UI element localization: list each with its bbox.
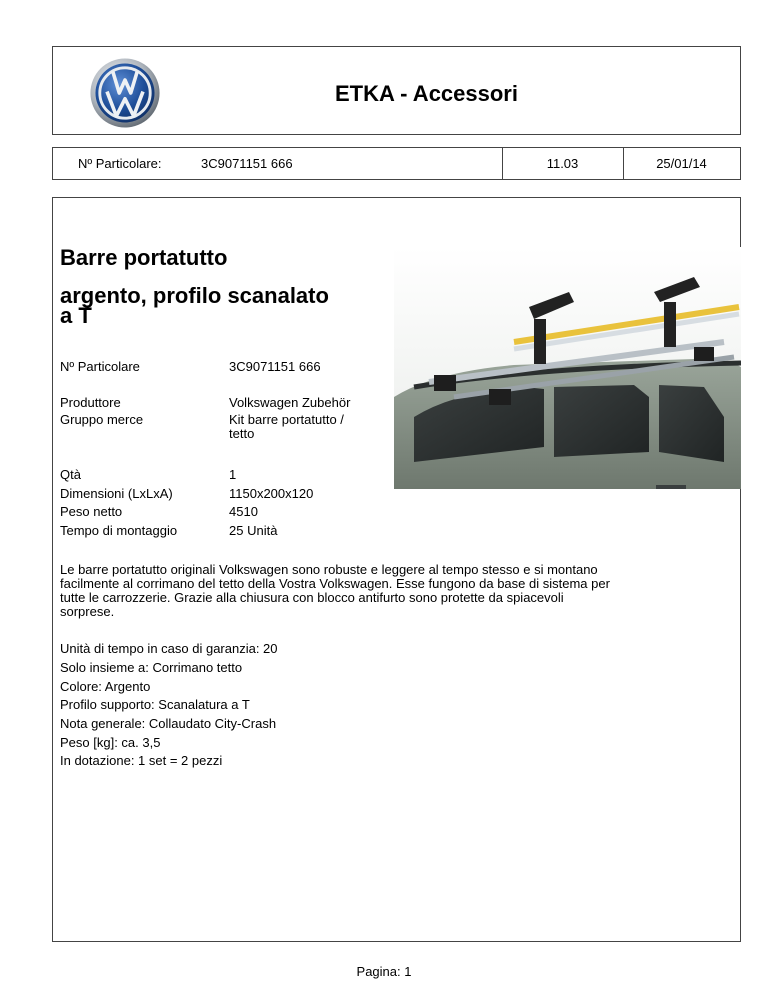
spec-value-group: Kit barre portatutto / — [229, 412, 344, 427]
product-subtitle: argento, profilo scanalato — [60, 283, 329, 308]
attribute-only-with: Solo insieme a: Corrimano tetto — [60, 660, 243, 675]
product-description — [60, 563, 730, 619]
header-box — [52, 46, 741, 135]
spec-label-assembly-time: Tempo di montaggio — [60, 523, 178, 538]
spec-label-dimensions: Dimensioni (LxLxA) — [60, 486, 173, 501]
attribute-color: Colore: Argento — [60, 679, 151, 694]
spec-value-dimensions: 1150x200x120 — [229, 486, 314, 501]
description-line: sorprese. — [60, 604, 115, 619]
catalog-code: 11.03 — [546, 156, 579, 171]
attribute-warranty-time: Unità di tempo in caso di garanzia: 20 — [60, 641, 278, 656]
product-title: Barre portatutto — [60, 245, 228, 270]
part-number-value: 3C9071151 666 — [201, 156, 293, 171]
page-title: ETKA - Accessori — [335, 81, 518, 106]
spec-value-part: 3C9071151 666 — [229, 359, 321, 374]
spec-label-producer: Produttore — [60, 395, 121, 410]
description-line: Le barre portatutto originali Volkswagen sono robuste e leggere al tempo stesso e si montano — [60, 562, 598, 577]
attribute-note: Nota generale: Collaudato City-Crash — [60, 716, 277, 731]
spec-label-part: Nº Particolare — [60, 359, 140, 374]
spec-value-assembly-time: 25 Unità — [229, 523, 278, 538]
spec-label-weight: Peso netto — [60, 504, 123, 519]
part-info-row — [52, 147, 741, 180]
description-line: tutte le carrozzerie. Grazie alla chiusura con blocco antifurto sono protette da spiacevoli — [60, 590, 564, 605]
attribute-weight: Peso [kg]: ca. 3,5 — [60, 735, 161, 750]
spec-value-group-cont: tetto — [229, 426, 255, 441]
spec-label-group: Gruppo merce — [60, 412, 144, 427]
spec-value-weight: 4510 — [229, 504, 258, 519]
spec-label-qty: Qtà — [60, 467, 81, 482]
page-number: Pagina: 1 — [356, 964, 412, 979]
part-number-label: Nº Particolare: — [78, 156, 162, 171]
description-line: facilmente al corrimano del tetto della Vostra Volkswagen. Esse fungono da base di sistema per — [60, 576, 610, 591]
attribute-included: In dotazione: 1 set = 2 pezzi — [60, 753, 223, 768]
attribute-profile: Profilo supporto: Scanalatura a T — [60, 697, 250, 712]
product-photo — [394, 247, 741, 489]
catalog-date: 25/01/14 — [656, 156, 707, 171]
spec-value-qty: 1 — [229, 467, 237, 482]
spec-value-producer: Volkswagen Zubehör — [229, 395, 351, 410]
product-subtitle-cont: a T — [60, 303, 92, 328]
